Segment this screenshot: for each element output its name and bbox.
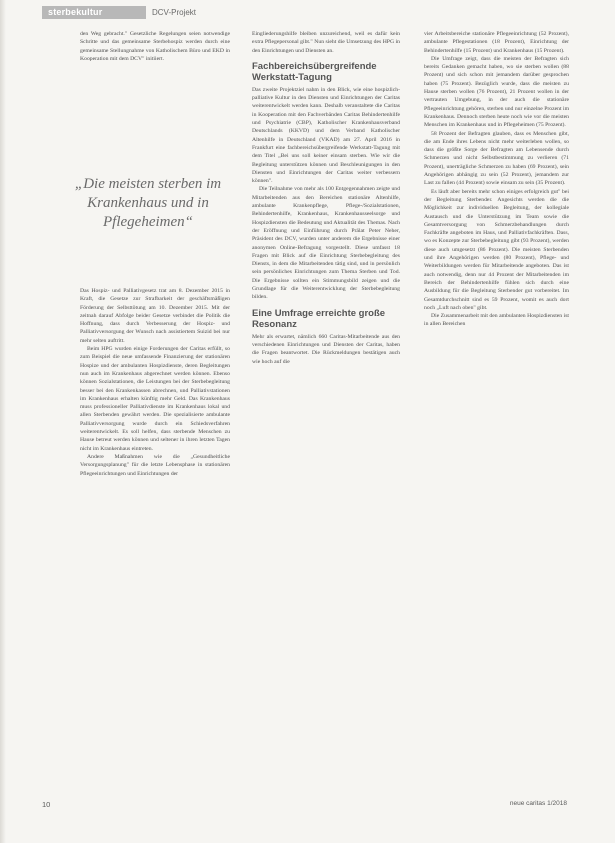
paragraph: Die Teilnahme von mehr als 100 Entgegennahmen zeigte und Mitarbeitenden aus den Bereichen stationäre Altenhilfe, ambulante Krankenpflege, Pflege-/Sozialstationen, Behindertenhilfe, Krankenhaus, Krankenhausseelsorge und Hospizdiensten die Bedeutung und Aktualität des Themas. Nach der Eröffnung und Einführung durch Prälat Peter Neher, Präsident des DCV, wurden unter anderem die Ergebnisse einer anonymen Online-Befragung vorgestellt. Diese umfasst 18 Fragen mit Blick auf die Einrichtung Sterbebegleitung des Diensts, in dem die Mitarbeitenden tätig sind, und in persönlich sein persönliches Einrichtungen zum Thema Sterben und Tod. Die Ergebnisse sollten ein Stimmungsbild zeigen und die Grundlage für die Weiterentwicklung der Sterbebegleitung bilden. <box>252 186 400 301</box>
paragraph: Das zweite Projektziel nahm in den Blick, wie eine hospizlich-palliative Kultur in den Diensten und Einrichtungen der Caritas weiterentwickelt werden kann. Deshalb veranstaltete die Caritas in Kooperation mit den Fachverbänden Caritas Behindertenhilfe und Psychiatrie (CBP), Katholischer Krankenhausverband Deutschlands (KKVD) und dem Verband Katholischer Altenhilfe in Deutschland (VKAD) am 27. April 2016 in Frankfurt eine fachbereichsübergreifende Werkstatt-Tagung mit dem Titel „Bei uns soll keiner einsam sterben. Wie wir die Begleitung unterstützen können und Beschleunigungen in den Diensten und Einrichtungen der Caritas weiter verbessern können". <box>252 86 400 185</box>
section-subtitle: DCV-Projekt <box>152 8 197 17</box>
section-label: sterbekultur <box>48 7 103 17</box>
paragraph: Andere Maßnahmen wie die „Gesundheitliche Versorgungsplanung" für die letzte Lebensphase in stationären Pflegeeinrichtungen und Einrichtungen der <box>80 453 230 477</box>
column-3 <box>424 30 569 329</box>
paragraph: den Weg gebracht." Gesetzliche Regelungen seien notwendige Schritte und das gemeinsame Sterbehospiz werden durch eine gemeinsame Stellungnahme von Katholischem Büro und EKD in Kooperation mit dem DCV" initiiert. <box>80 31 230 62</box>
subheading: Fachbereichsübergreifende Werkstatt-Tagung <box>252 60 377 83</box>
paragraph: Es läuft aber bereits mehr schon einiges erfolgreich gut" bei der Begleitung Sterbender. Angesichts werden die die Möglichkeit zur individuellen Begleitung, der kollegiale Austausch und die Unterstützung im Team sowie die Gesamtversorgung von Schmerzbehandlungen durch Fachkräfte angeboten im Haus, und Palliativfachkräften. Dass, wo es Konzepte zur Sterbebegleitung gibt (93 Prozent), werden diese auch umgesetzt (86 Prozent). Die meisten Sterbenden und ihre Angehörigen werden (80 Prozent), Pflege- und Weiterbildungen werden für Mitarbeitende angeboten. Das ist auch notwendig, denn nur 44 Prozent der Mitarbeitenden im Bereich der Behindertenhilfe fühlen sich durch eine Ausbildung für die Begleitung Sterbender gut vorbereitet. Im Gesamtdurchschnitt sind es 59 Prozent, womit es auch dort noch „Luft nach oben" gibt. <box>424 188 569 311</box>
paragraph: Eingliederungshilfe bleiben unzureichend, weil es dafür kein extra Pflegepersonal gibt." Nun sieht die Umsetzung des HPG in den Einrichtungen und Diensten an. <box>252 31 400 54</box>
paragraph: Die Umfrage zeigt, dass die meisten der Befragten sich bereits Gedanken gemacht haben, wo sie sterben wollen (88 Prozent) und sich schon mit jemandem darüber gesprochen haben (75 Prozent). Bezüglich wurde, dass die meisten zu Hause sterben wollen (76 Prozent), 21 Prozent wollen in der vertrauten Umgebung, in der auch die stationäre Pflegeeinrichtung gehören, sterben und nur einzelne Prozent im Krankenhaus. Dennoch sterben heute noch wie vor die meisten Menschen im Krankenhaus und in Pflegeheimen (75 Prozent). <box>424 55 569 129</box>
pull-quote: „Die meisten sterben im Krankenhaus und in Pflegeheimen“ <box>74 176 222 230</box>
paragraph: Die Zusammenarbeit mit den ambulanten Hospizdiensten ist in allen Bereichen <box>424 313 569 328</box>
paragraph: Mehr als erwartet, nämlich 660 Caritas-Mitarbeitende aus den verschiedenen Einrichtungen und Diensten der Caritas, haben die Fragen beantwortet. Die Rückmeldungen bestätigen auch wie hoch auf die <box>252 333 400 365</box>
scan-edge <box>0 0 6 843</box>
page-number: 10 <box>42 800 51 809</box>
section-band <box>42 6 146 19</box>
magazine-issue: neue caritas 1/2018 <box>509 800 567 807</box>
paragraph: Das Hospiz- und Palliativgesetz trat am 8. Dezember 2015 in Kraft, die Gesetze zur Strafbarkeit der geschäftsmäßigen Förderung der Selbsttötung am 10. Dezember 2015. Mit der zeitnah darauf Abfolge beider Gesetze verbindet die Politik die Hoffnung, dass durch Verbesserung der Hospiz- und Palliativversorgung der Wunsch nach assistiertem Suizid bei nur mehr selten auftritt. <box>80 288 230 344</box>
paragraph: 58 Prozent der Befragten glauben, dass es Menschen gibt, die am Ende ihres Lebens nicht mehr weiterleben wollen, so dass die größte Sorge der Befragten am Lebensende durch Schmerzen und nicht Selbstbestimmung zu verlieren (71 Prozent), unerträgliche Schmerzen zu haben (69 Prozent), sein Angehörigen abhängig zu sein (52 Prozent), jemandem zur Last zu fallen (44 Prozent) sowie einsam zu sein (35 Prozent). <box>424 130 569 187</box>
column-2 <box>252 30 400 366</box>
paragraph: Beim HPG wurden einige Forderungen der Caritas erfüllt, so zum Beispiel die neue umfassende Finanzierung der stationären Hospize und der ambulanten Hospizdienste, deren Begleitungen nun auch im Krankenhaus abgerechnet werden können. Ebenso können Sozialstationen, die Leistungen bei der Sterbebegleitung besser bei den Krankenkassen abrechnen, und Palliativstationen im Krankenhaus erhalten künftig mehr Geld. Das Krankenhaus muss professioneller Palliativdienste im Krankenhaus lokal und allen Sterbenden gewährt werden. Die spezialisierte ambulante Palliativversorgung wurde durch ein Schiedsverfahren weiterentwickelt. Es soll helfen, dass sterbende Menschen zu Hause betreut werden können und seltener in ihren letzten Tagen nicht im Krankenhaus eintreten. <box>80 346 230 452</box>
paragraph: vier Arbeitsbereiche stationäre Pflegeeinrichtung (52 Prozent), ambulante Pflegestationen (18 Prozent), Einrichtung der Behindertenhilfe (15 Prozent) und Krankenhaus (15 Prozent). <box>424 31 569 54</box>
column-1-body <box>80 287 230 478</box>
subheading: Eine Umfrage erreichte große Resonanz <box>252 307 386 330</box>
column-1 <box>80 30 230 63</box>
